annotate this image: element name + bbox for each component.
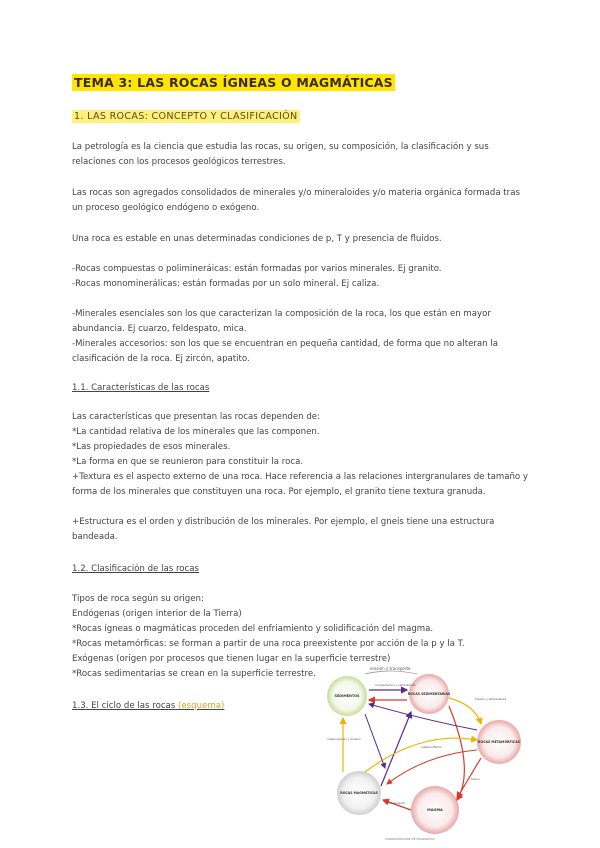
label-magma: MAGMA (427, 808, 443, 812)
paragraph-petrologia: La petrología es la ciencia que estudia las rocas, su origen, su composición, la clasificación y sus relaciones con los procesos geológicos terrestres. (72, 142, 489, 167)
arrow-sed-down (365, 714, 385, 768)
section-heading-clasificacion: 1.2. Clasificación de las rocas (72, 564, 200, 574)
label-metamorfismo: metamorfismo (421, 745, 442, 749)
paragraph-endogenas: Endógenas (origen interior de la Tierra) (72, 609, 242, 619)
document-title: TEMA 3: LAS ROCAS ÍGNEAS O MAGMÁTICAS (74, 75, 393, 90)
paragraph-estabilidad: Una roca es estable en unas determinadas condiciones de p, T y presencia de fluidos. (72, 234, 442, 244)
label-meteorizacion: meteorización y erosión (327, 737, 361, 741)
ciclo-heading-text: 1.3. El ciclo de las rocas (72, 701, 176, 711)
arrow-mag-to-rocsed (381, 712, 411, 786)
label-rocas-sedimentarias: ROCAS SEDIMENTARIAS (407, 692, 451, 696)
label-fusion: fusión (471, 777, 480, 781)
label-erosion-transporte: erosión y transporte (370, 666, 411, 671)
section-heading-caracteristicas: 1.1. Características de las rocas (72, 383, 210, 393)
paragraph-monominerales: -Rocas monominerálicas: están formadas por un solo mineral. Ej caliza. (72, 279, 380, 289)
label-rocas-metamorficas: ROCAS METAMÓRFICAS (478, 740, 520, 744)
list-item-metamorficas: *Rocas metamórficas: se forman a partir de una roca preexistente por acción de la p y la T. (72, 639, 465, 649)
rock-cycle-diagram (325, 660, 530, 842)
paragraph-minerales-esenciales: -Minerales esenciales son los que caracterizan la composición de la roca, los que están en mayor abundancia. Ej cuarzo, feldespato, mica. (72, 309, 491, 334)
paragraph-caracteristicas-intro: Las características que presentan las rocas dependen de: (72, 412, 320, 422)
label-presion-temperatura: Presión y temperatura (475, 697, 507, 701)
paragraph-rocas-definicion: Las rocas son agregados consolidados de minerales y/o mineraloides y/o materia orgánica formada tras un proceso geológico endógeno o exógeno. (72, 188, 520, 213)
ciclo-heading-note: (esquema) (178, 701, 225, 711)
list-item-estructura: +Estructura es el orden y distribución de los minerales. Por ejemplo, el gneis tiene una estructura bandeada. (72, 517, 495, 542)
section-heading-concept: 1. LAS ROCAS: CONCEPTO Y CLASIFICACIÓN (74, 111, 298, 122)
paragraph-tipos-origen: Tipos de roca según su origen: (72, 594, 204, 604)
list-item-textura: +Textura es el aspecto externo de una roca. Hace referencia a las relaciones intergranulares de tamaño y forma de los minerales que constituyen una roca. Por ejemplo, el granito tiene textura granuda. (72, 472, 528, 497)
list-item-igneas: *Rocas ígneas o magmáticas proceden del enfriamiento y solidificación del magma. (72, 624, 434, 634)
list-item-forma: *La forma en que se reunieron para constituir la roca. (72, 457, 304, 467)
label-rocas-magmaticas: ROCAS MAGMÁTICAS (340, 791, 378, 795)
label-consolidacion: CONSOLIDACIÓN DE MAGMÁTICA (385, 837, 435, 841)
section-heading-ciclo (72, 701, 224, 711)
paragraph-exogenas: Exógenas (origen por procesos que tienen lugar en la superficie terrestre) (72, 654, 391, 664)
label-sedimentos: SEDIMENTOS (334, 694, 360, 698)
list-item-sedimentarias: *Rocas sedimentarias se crean en la superficie terrestre. (72, 669, 316, 679)
arrow-mag-to-meta (365, 738, 477, 772)
list-item-propiedades: *Las propiedades de esos minerales. (72, 442, 231, 452)
paragraph-minerales-accesorios: -Minerales accesorios: son los que se encuentran en pequeña cantidad, de forma que no alteran la clasificación de la roca. Ej zircón, apatito. (72, 339, 498, 364)
label-compactacion: compactación y cementación (375, 683, 417, 687)
arrow-top (365, 671, 417, 674)
label-enfriamiento: enfriamiento (387, 801, 405, 805)
paragraph-poliminerales: -Rocas compuestas o polimineráicas: están formadas por varios minerales. Ej granito. (72, 264, 442, 274)
list-item-cantidad: *La cantidad relativa de los minerales que las componen. (72, 427, 320, 437)
